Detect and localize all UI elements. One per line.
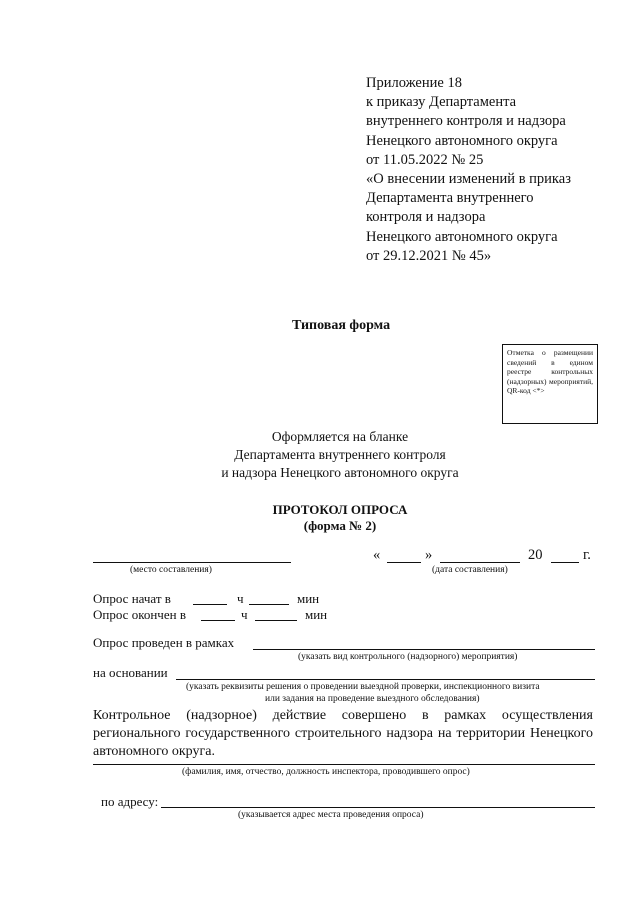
appendix-line: от 29.12.2021 № 45» <box>366 247 492 264</box>
place-field[interactable] <box>93 562 291 563</box>
inspector-field[interactable] <box>93 764 595 765</box>
basis-caption-line1: (указать реквизиты решения о проведении выездной проверки, инспекционного визита <box>186 682 540 692</box>
appendix-line: Департамента внутреннего <box>366 190 534 207</box>
inspector-caption: (фамилия, имя, отчество, должность инспектора, проводившего опрос) <box>182 767 470 777</box>
form-type-heading: Типовая форма <box>292 318 391 333</box>
year-suffix: г. <box>583 547 591 563</box>
appendix-line: внутреннего контроля и надзора <box>366 113 566 130</box>
date-caption: (дата составления) <box>432 565 508 575</box>
appendix-header <box>366 74 571 266</box>
issued-on-line: Оформляется на бланке <box>271 429 409 444</box>
end-hours-unit: ч <box>241 607 248 622</box>
address-label: по адресу: <box>101 794 159 809</box>
appendix-line: к приказу Департамента <box>366 94 517 111</box>
start-hours-unit: ч <box>237 591 244 606</box>
issued-on-line: Департамента внутреннего контроля <box>234 447 446 462</box>
framework-label: Опрос проведен в рамках <box>93 635 235 650</box>
basis-field[interactable] <box>176 679 595 680</box>
issued-on-note <box>200 428 480 482</box>
start-minutes-unit: мин <box>297 591 320 606</box>
address-field[interactable] <box>161 807 595 808</box>
end-minutes-field[interactable] <box>255 620 297 621</box>
start-label: Опрос начат в <box>93 591 171 606</box>
appendix-line: Ненецкого автономного округа <box>366 228 558 245</box>
end-label: Опрос окончен в <box>93 607 186 622</box>
framework-caption: (указать вид контрольного (надзорного) мероприятия) <box>298 652 518 662</box>
title-sub: (форма № 2) <box>303 518 377 533</box>
end-minutes-unit: мин <box>305 607 328 622</box>
title-main: ПРОТОКОЛ ОПРОСА <box>272 502 408 517</box>
framework-field[interactable] <box>253 649 595 650</box>
start-hours-field[interactable] <box>193 604 227 605</box>
appendix-line: Ненецкого автономного округа <box>366 132 558 149</box>
action-text: Контрольное (надзорное) действие совершено в рамках осуществления регионального государственного строительного надзора на территории Ненецкого автономного округа. <box>93 708 593 759</box>
year-prefix: 20 <box>528 547 543 563</box>
quote-open: « <box>373 547 381 563</box>
end-hours-field[interactable] <box>201 620 235 621</box>
qr-code-box: Отметка о размещении сведений в едином реестре контрольных (надзорных) мероприятий, QR-код <*> <box>502 344 598 424</box>
quote-close: » <box>425 547 433 563</box>
appendix-line: контроля и надзора <box>366 209 486 226</box>
appendix-line: Приложение 18 <box>366 75 462 91</box>
month-field[interactable] <box>440 562 520 563</box>
year-field[interactable] <box>551 562 579 563</box>
day-field[interactable] <box>387 562 421 563</box>
basis-label: на основании <box>93 665 168 680</box>
document-title <box>200 502 480 534</box>
start-minutes-field[interactable] <box>249 604 289 605</box>
place-caption: (место составления) <box>130 565 212 575</box>
appendix-line: «О внесении изменений в приказ <box>366 171 571 188</box>
issued-on-line: и надзора Ненецкого автономного округа <box>221 465 459 480</box>
basis-caption-line2: или задания на проведение выездного обследования) <box>265 694 480 704</box>
address-caption: (указывается адрес места проведения опроса) <box>238 810 424 820</box>
appendix-line: от 11.05.2022 № 25 <box>366 151 484 168</box>
